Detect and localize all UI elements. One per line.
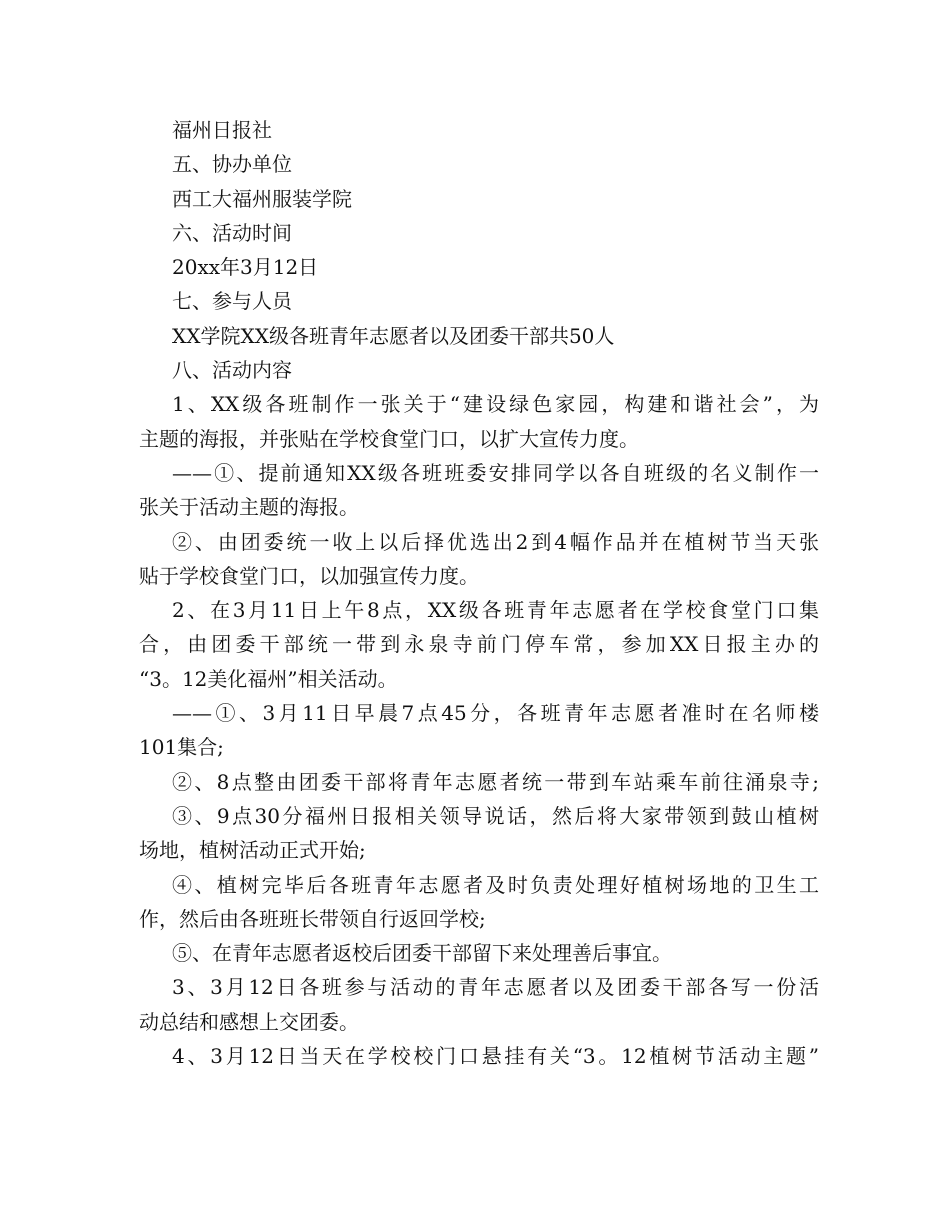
paragraph-line: 合，由团委干部统一带到永泉寺前门停车常，参加XX日报主办的: [139, 632, 819, 657]
paragraph-line: ——①、提前通知XX级各班班委安排同学以各自班级的名义制作一: [172, 460, 819, 485]
paragraph-line: ②、由团委统一收上以后择优选出2到4幅作品并在植树节当天张: [172, 529, 819, 554]
section-heading-participants: 七、参与人员: [172, 289, 292, 314]
text-line-activity-date: 20xx年3月12日: [172, 255, 319, 280]
paragraph-line: 张关于活动主题的海报。: [139, 495, 359, 520]
paragraph-line: 2、在3月11日上午8点，XX级各班青年志愿者在学校食堂门口集: [172, 598, 819, 623]
text-line-participants: XX学院XX级各班青年志愿者以及团委干部共50人: [172, 323, 615, 348]
section-heading-activity-content: 八、活动内容: [172, 358, 292, 383]
document-body: [139, 113, 819, 1073]
paragraph-line: 作，然后由各班班长带领自行返回学校;: [139, 906, 486, 931]
paragraph-line: 动总结和感想上交团委。: [139, 1009, 359, 1034]
section-heading-activity-time: 六、活动时间: [172, 220, 292, 245]
paragraph-line: “3。12美化福州”相关活动。: [139, 666, 398, 691]
paragraph-line: ②、8点整由团委干部将青年志愿者统一带到车站乘车前往涌泉寺;: [172, 769, 819, 794]
paragraph-line: ③、9点30分福州日报相关领导说话，然后将大家带领到鼓山植树: [172, 803, 819, 828]
paragraph-line: 4、3月12日当天在学校校门口悬挂有关“3。12植树节活动主题”: [172, 1044, 819, 1069]
paragraph-line: ④、植树完毕后各班青年志愿者及时负责处理好植树场地的卫生工: [172, 872, 819, 897]
paragraph-line: ⑤、在青年志愿者返校后团委干部留下来处理善后事宜。: [172, 941, 672, 966]
paragraph-line: 场地，植树活动正式开始;: [139, 838, 366, 863]
text-line-organizer: 福州日报社: [172, 118, 272, 142]
paragraph-line: 101集合;: [139, 735, 224, 760]
section-heading-co-organizer: 五、协办单位: [172, 152, 292, 177]
paragraph-line: 主题的海报，并张贴在学校食堂门口，以扩大宣传力度。: [139, 426, 639, 451]
paragraph-line: 1、XX级各班制作一张关于“建设绿色家园，构建和谐社会”，为: [172, 392, 819, 417]
paragraph-line: 3、3月12日各班参与活动的青年志愿者以及团委干部各写一份活: [172, 975, 819, 1000]
text-line-co-organizer-name: 西工大福州服装学院: [172, 186, 352, 211]
paragraph-line: 贴于学校食堂门口，以加强宣传力度。: [139, 563, 479, 588]
paragraph-line: ——①、3月11日早晨7点45分，各班青年志愿者准时在名师楼: [172, 701, 819, 726]
